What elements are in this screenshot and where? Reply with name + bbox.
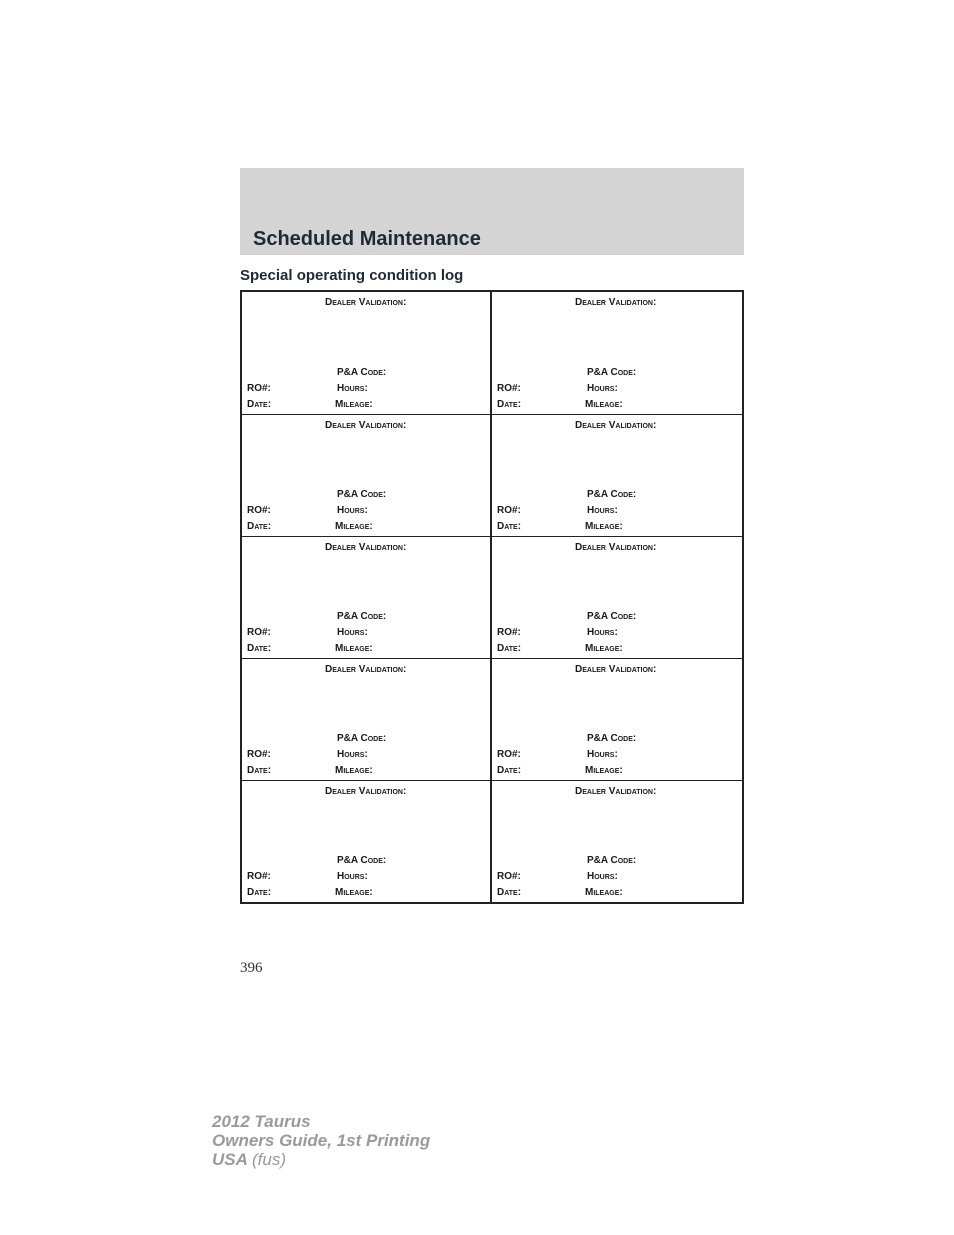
log-entry-cell [242, 414, 492, 536]
hours-label: Hours: [337, 749, 368, 760]
ro-number-label: RO#: [497, 505, 521, 516]
log-entry-cell [242, 658, 492, 780]
pa-code-label: P&A Code: [337, 611, 387, 622]
pa-code-label: P&A Code: [587, 367, 637, 378]
hours-label: Hours: [587, 383, 618, 394]
dealer-validation-label: Dealer Validation: [325, 420, 407, 431]
mileage-label: Mileage: [585, 521, 623, 532]
pa-code-label: P&A Code: [587, 733, 637, 744]
log-entry-cell [242, 536, 492, 658]
ro-number-label: RO#: [247, 505, 271, 516]
pa-code-label: P&A Code: [337, 489, 387, 500]
mileage-label: Mileage: [585, 765, 623, 776]
hours-label: Hours: [587, 505, 618, 516]
log-title: Special operating condition log [240, 267, 464, 284]
ro-number-label: RO#: [247, 627, 271, 638]
ro-number-label: RO#: [247, 749, 271, 760]
hours-label: Hours: [587, 749, 618, 760]
pa-code-label: P&A Code: [587, 611, 637, 622]
section-header-band [240, 168, 744, 255]
log-entry-cell [492, 780, 742, 902]
pa-code-label: P&A Code: [337, 855, 387, 866]
footer-region-line [212, 1150, 430, 1169]
date-label: Date: [247, 887, 272, 898]
dealer-validation-label: Dealer Validation: [325, 664, 407, 675]
log-entry-cell [492, 414, 742, 536]
mileage-label: Mileage: [585, 399, 623, 410]
date-label: Date: [497, 399, 522, 410]
dealer-validation-label: Dealer Validation: [575, 786, 657, 797]
hours-label: Hours: [337, 871, 368, 882]
pa-code-label: P&A Code: [587, 489, 637, 500]
ro-number-label: RO#: [247, 383, 271, 394]
footer-region-code: (fus) [252, 1150, 286, 1169]
dealer-validation-label: Dealer Validation: [325, 297, 407, 308]
log-entry-cell [492, 536, 742, 658]
mileage-label: Mileage: [335, 643, 373, 654]
dealer-validation-label: Dealer Validation: [575, 297, 657, 308]
date-label: Date: [247, 765, 272, 776]
date-label: Date: [497, 765, 522, 776]
date-label: Date: [247, 399, 272, 410]
log-entry-cell [492, 292, 742, 414]
date-label: Date: [497, 887, 522, 898]
page-number: 396 [240, 960, 263, 976]
log-entry-cell [242, 292, 492, 414]
footer-guide-line: Owners Guide, 1st Printing [212, 1131, 431, 1150]
mileage-label: Mileage: [335, 887, 373, 898]
pa-code-label: P&A Code: [337, 367, 387, 378]
pa-code-label: P&A Code: [337, 733, 387, 744]
dealer-validation-label: Dealer Validation: [325, 542, 407, 553]
ro-number-label: RO#: [497, 627, 521, 638]
log-entry-cell [242, 780, 492, 902]
ro-number-label: RO#: [497, 871, 521, 882]
dealer-validation-label: Dealer Validation: [575, 664, 657, 675]
dealer-validation-label: Dealer Validation: [325, 786, 407, 797]
mileage-label: Mileage: [335, 765, 373, 776]
pa-code-label: P&A Code: [587, 855, 637, 866]
ro-number-label: RO#: [497, 749, 521, 760]
hours-label: Hours: [337, 627, 368, 638]
document-footer [212, 1112, 430, 1169]
condition-log-grid [240, 290, 744, 904]
hours-label: Hours: [337, 383, 368, 394]
date-label: Date: [497, 521, 522, 532]
hours-label: Hours: [587, 627, 618, 638]
log-entry-cell [492, 658, 742, 780]
ro-number-label: RO#: [247, 871, 271, 882]
footer-region: USA [212, 1150, 248, 1169]
hours-label: Hours: [337, 505, 368, 516]
mileage-label: Mileage: [585, 887, 623, 898]
hours-label: Hours: [587, 871, 618, 882]
date-label: Date: [247, 521, 272, 532]
mileage-label: Mileage: [335, 521, 373, 532]
mileage-label: Mileage: [585, 643, 623, 654]
dealer-validation-label: Dealer Validation: [575, 542, 657, 553]
footer-model-line: 2012 Taurus [212, 1112, 311, 1131]
dealer-validation-label: Dealer Validation: [575, 420, 657, 431]
ro-number-label: RO#: [497, 383, 521, 394]
mileage-label: Mileage: [335, 399, 373, 410]
section-header-title: Scheduled Maintenance [253, 228, 481, 250]
date-label: Date: [247, 643, 272, 654]
date-label: Date: [497, 643, 522, 654]
